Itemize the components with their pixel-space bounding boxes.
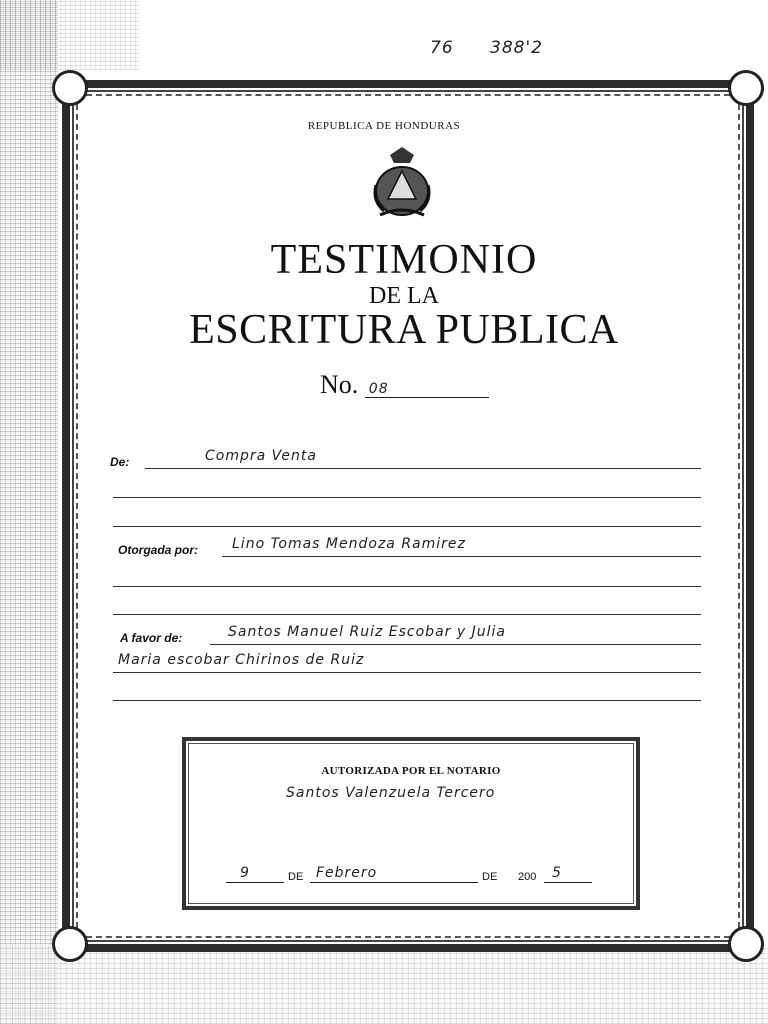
corner-ornament-icon	[728, 70, 764, 106]
scan-noise-bottom	[0, 945, 768, 1024]
afavor-label: A favor de:	[120, 631, 183, 645]
document-title: TESTIMONIO	[270, 237, 538, 283]
corner-ornament-icon	[728, 926, 764, 962]
document-number	[320, 370, 489, 400]
year-line	[544, 882, 592, 883]
corner-ornament-icon	[52, 926, 88, 962]
page-number-1: 76	[430, 38, 454, 58]
afavor-value-line1: Santos Manuel Ruiz Escobar y Julia	[228, 624, 506, 640]
blank-line	[113, 614, 701, 615]
otorgada-line	[222, 556, 701, 557]
day-line	[226, 882, 284, 883]
notary-box	[182, 737, 640, 910]
corner-ornament-icon	[52, 70, 88, 106]
de-line	[145, 468, 701, 469]
blank-line	[113, 497, 701, 498]
blank-line	[113, 586, 701, 587]
month-line	[310, 882, 478, 883]
day-value: 9	[240, 865, 250, 881]
de-label: De:	[110, 455, 130, 469]
coat-of-arms-icon	[366, 145, 438, 223]
afavor-line	[210, 644, 701, 645]
scan-noise-top	[0, 0, 140, 70]
handwritten-page-numbers	[430, 38, 600, 58]
notary-name: Santos Valenzuela Tercero	[286, 785, 496, 801]
notary-heading: AUTORIZADA POR EL NOTARIO	[321, 765, 501, 777]
de-value: Compra Venta	[205, 448, 317, 464]
number-label: No.	[320, 370, 359, 399]
scan-noise-left	[0, 0, 58, 1024]
document-subtitle: ESCRITURA PUBLICA	[189, 307, 619, 353]
month-value: Febrero	[316, 865, 378, 881]
otorgada-label: Otorgada por:	[118, 543, 198, 557]
document-title-connector: DE LA	[369, 283, 439, 309]
notary-date	[226, 859, 606, 883]
number-value: 08	[365, 381, 489, 398]
country-heading: REPUBLICA DE HONDURAS	[307, 120, 461, 132]
page-number-2: 388'2	[490, 38, 543, 58]
de-text-1: DE	[288, 871, 304, 883]
blank-line	[113, 526, 701, 527]
year-prefix: 200	[518, 871, 537, 883]
de-text-2: DE	[482, 871, 498, 883]
otorgada-value: Lino Tomas Mendoza Ramirez	[232, 536, 466, 552]
afavor-value-line2: Maria escobar Chirinos de Ruiz	[118, 652, 365, 668]
afavor-line-2	[113, 672, 701, 673]
blank-line	[113, 700, 701, 701]
year-suffix: 5	[552, 865, 562, 881]
